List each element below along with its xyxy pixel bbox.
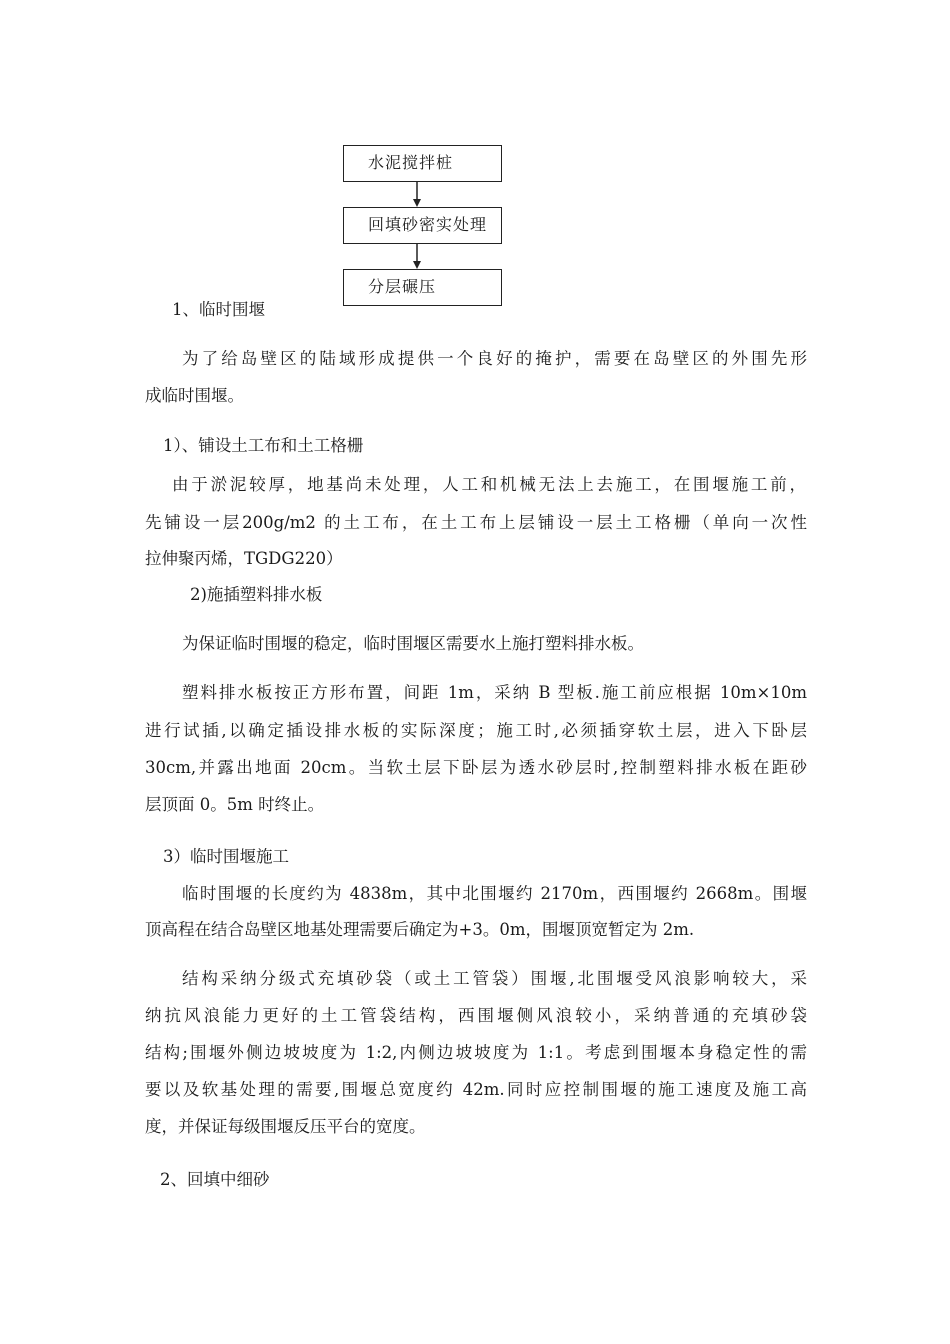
paragraph-line: 先铺设一层200g/m2 的土工布，在土工布上层铺设一层土工格栅（单向一次性: [145, 513, 807, 532]
section-heading-backfill-sand: 2、回填中细砂: [160, 1170, 270, 1189]
paragraph-line: 要以及软基处理的需要,围堰总宽度约 42m.同时应控制围堰的施工速度及施工高: [145, 1080, 807, 1099]
paragraph-line: 结构;围堰外侧边坡坡度为 1:2,内侧边坡坡度为 1:1。考虑到围堰本身稳定性的需: [145, 1043, 807, 1062]
paragraph-line: 由于淤泥较厚，地基尚未处理，人工和机械无法上去施工，在围堰施工前，: [172, 475, 806, 494]
flowchart-step-label: 水泥搅拌桩: [368, 153, 454, 172]
subsection-heading-geotextile: 1）、铺设土工布和土工格栅: [163, 436, 364, 455]
paragraph-line: 度，并保证每级围堰反压平台的宽度。: [145, 1117, 426, 1136]
paragraph-line: 为保证临时围堰的稳定，临时围堰区需要水上施打塑料排水板。: [182, 634, 644, 653]
subsection-heading-drain-board: 2)施插塑料排水板: [190, 585, 323, 604]
flowchart-arrow-down-icon: [411, 182, 423, 208]
paragraph-line: 塑料排水板按正方形布置，间距 1m，采纳 B 型板.施工前应根据 10m×10m: [182, 683, 807, 702]
flowchart-step-cement-mixing-pile: [343, 145, 502, 182]
paragraph-line: 进行试插,以确定插设排水板的实际深度；施工时,必须插穿软土层，进入下卧层: [145, 721, 807, 740]
flowchart-step-label: 回填砂密实处理: [368, 215, 488, 234]
flowchart-step-label: 分层碾压: [368, 277, 437, 296]
section-heading-temporary-cofferdam: 1、临时围堰: [172, 300, 265, 319]
paragraph-line: 结构采纳分级式充填砂袋（或土工管袋）围堰,北围堰受风浪影响较大，采: [182, 969, 807, 988]
paragraph-line: 层顶面 0。5m 时终止。: [145, 795, 325, 814]
paragraph-line: 拉伸聚丙烯，TGDG220）: [145, 549, 343, 568]
paragraph-line: 纳抗风浪能力更好的土工管袋结构，西围堰侧风浪较小，采纳普通的充填砂袋: [145, 1006, 807, 1025]
paragraph-line: 顶高程在结合岛壁区地基处理需要后确定为+3。0m，围堰顶宽暂定为 2m.: [145, 920, 695, 939]
paragraph-line: 临时围堰的长度约为 4838m，其中北围堰约 2170m，西围堰约 2668m。围堰: [182, 884, 807, 903]
flowchart-arrow-down-icon: [411, 244, 423, 270]
flowchart-step-sand-backfill: [343, 207, 502, 244]
paragraph-line: 成临时围堰。: [145, 386, 244, 405]
subsection-heading-cofferdam-construction: 3）临时围堰施工: [163, 847, 289, 866]
paragraph-line: 30cm,并露出地面 20cm。当软土层下卧层为透水砂层时,控制塑料排水板在距砂: [145, 758, 807, 777]
paragraph-line: 为了给岛壁区的陆域形成提供一个良好的掩护，需要在岛壁区的外围先形: [182, 349, 807, 368]
